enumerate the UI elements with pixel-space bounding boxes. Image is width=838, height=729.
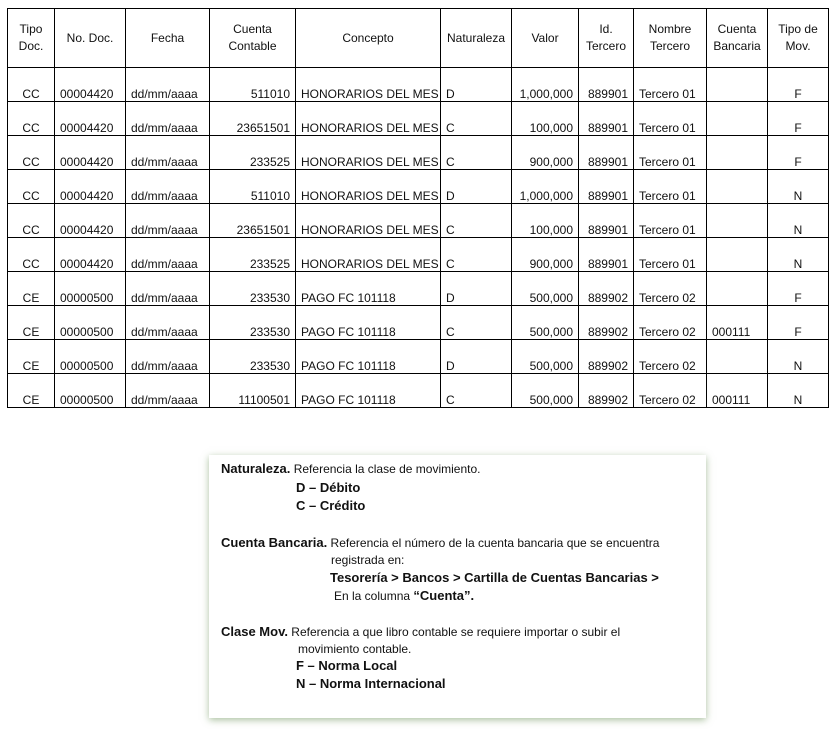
- legend-naturaleza-d: D – Débito: [296, 480, 361, 495]
- cell-valor: 500,000: [512, 306, 579, 340]
- cell-nombre-tercero: Tercero 01: [634, 238, 707, 272]
- cell-cuenta-contable: 233525: [210, 136, 296, 170]
- legend-clase-title: Clase Mov.: [221, 624, 288, 639]
- cell-id-tercero: 889901: [579, 68, 634, 102]
- cell-cuenta-bancaria: [707, 136, 768, 170]
- cell-fecha: dd/mm/aaaa: [126, 306, 210, 340]
- cell-id-tercero: 889902: [579, 374, 634, 408]
- cell-tipo-doc: CE: [8, 340, 55, 374]
- cell-no-doc: 00000500: [55, 340, 126, 374]
- cell-tipo-doc: CC: [8, 204, 55, 238]
- cell-cuenta-contable: 511010: [210, 170, 296, 204]
- table-row: [8, 340, 829, 374]
- cell-valor: 900,000: [512, 238, 579, 272]
- cell-cuenta-bancaria: 000111: [707, 306, 768, 340]
- cell-valor: 100,000: [512, 204, 579, 238]
- cell-tipo-doc: CE: [8, 374, 55, 408]
- header-tipo-doc: Tipo Doc.: [8, 9, 55, 68]
- cell-no-doc: 00004420: [55, 136, 126, 170]
- cell-tipo-doc: CE: [8, 306, 55, 340]
- cell-cuenta-bancaria: [707, 170, 768, 204]
- header-concepto: Concepto: [296, 9, 441, 68]
- cell-nombre-tercero: Tercero 02: [634, 340, 707, 374]
- cell-cuenta-contable: 511010: [210, 68, 296, 102]
- table-row: [8, 170, 829, 204]
- cell-id-tercero: 889901: [579, 204, 634, 238]
- cell-valor: 500,000: [512, 374, 579, 408]
- cell-fecha: dd/mm/aaaa: [126, 136, 210, 170]
- cell-cuenta-bancaria: [707, 68, 768, 102]
- cell-naturaleza: C: [441, 306, 512, 340]
- cell-naturaleza: D: [441, 272, 512, 306]
- cell-id-tercero: 889902: [579, 340, 634, 374]
- cell-concepto: HONORARIOS DEL MES: [296, 68, 441, 102]
- legend-naturaleza-line: [221, 461, 480, 476]
- table-header-row: [8, 9, 829, 68]
- cell-no-doc: 00004420: [55, 204, 126, 238]
- cell-valor: 1,000,000: [512, 68, 579, 102]
- cell-tipo-mov: F: [768, 102, 829, 136]
- cell-tipo-mov: N: [768, 340, 829, 374]
- cell-cuenta-contable: 23651501: [210, 204, 296, 238]
- cell-concepto: HONORARIOS DEL MES: [296, 102, 441, 136]
- cell-naturaleza: D: [441, 340, 512, 374]
- cell-naturaleza: C: [441, 102, 512, 136]
- cell-cuenta-bancaria: [707, 102, 768, 136]
- cell-fecha: dd/mm/aaaa: [126, 238, 210, 272]
- cell-naturaleza: C: [441, 238, 512, 272]
- cell-id-tercero: 889901: [579, 238, 634, 272]
- cell-concepto: HONORARIOS DEL MES: [296, 136, 441, 170]
- cell-tipo-doc: CE: [8, 272, 55, 306]
- legend-box: [209, 455, 706, 718]
- cell-cuenta-contable: 233530: [210, 272, 296, 306]
- cell-tipo-mov: F: [768, 272, 829, 306]
- cell-tipo-mov: N: [768, 204, 829, 238]
- cell-naturaleza: C: [441, 374, 512, 408]
- header-fecha: Fecha: [126, 9, 210, 68]
- cell-nombre-tercero: Tercero 01: [634, 136, 707, 170]
- table-row: [8, 102, 829, 136]
- cell-no-doc: 00004420: [55, 238, 126, 272]
- cell-naturaleza: D: [441, 170, 512, 204]
- cell-tipo-doc: CC: [8, 136, 55, 170]
- legend-cuenta-desc1: Referencia el número de la cuenta bancaria que se encuentra: [330, 536, 660, 550]
- header-nombre-tercero: Nombre Tercero: [634, 9, 707, 68]
- cell-no-doc: 00000500: [55, 272, 126, 306]
- legend-cuenta-title: Cuenta Bancaria.: [221, 535, 328, 550]
- cell-fecha: dd/mm/aaaa: [126, 272, 210, 306]
- cell-id-tercero: 889901: [579, 136, 634, 170]
- cell-tipo-mov: N: [768, 374, 829, 408]
- cell-tipo-doc: CC: [8, 170, 55, 204]
- header-valor: Valor: [512, 9, 579, 68]
- cell-tipo-doc: CC: [8, 68, 55, 102]
- cell-nombre-tercero: Tercero 02: [634, 374, 707, 408]
- cell-nombre-tercero: Tercero 01: [634, 204, 707, 238]
- cell-valor: 500,000: [512, 340, 579, 374]
- legend-clase-line: [221, 624, 620, 639]
- legend-naturaleza-desc: Referencia la clase de movimiento.: [293, 462, 481, 476]
- cell-no-doc: 00004420: [55, 102, 126, 136]
- cell-fecha: dd/mm/aaaa: [126, 374, 210, 408]
- legend-cuenta-col-name: “Cuenta”.: [413, 588, 475, 603]
- cell-cuenta-contable: 233530: [210, 306, 296, 340]
- cell-id-tercero: 889902: [579, 306, 634, 340]
- cell-concepto: PAGO FC 101118: [296, 272, 441, 306]
- cell-cuenta-bancaria: [707, 238, 768, 272]
- cell-naturaleza: D: [441, 68, 512, 102]
- cell-cuenta-bancaria: [707, 272, 768, 306]
- table-row: [8, 306, 829, 340]
- cell-nombre-tercero: Tercero 01: [634, 102, 707, 136]
- cell-nombre-tercero: Tercero 02: [634, 272, 707, 306]
- cell-id-tercero: 889901: [579, 102, 634, 136]
- legend-clase-n: N – Norma Internacional: [296, 676, 446, 691]
- legend-cuenta-line: [221, 535, 659, 550]
- cell-nombre-tercero: Tercero 01: [634, 68, 707, 102]
- cell-tipo-mov: N: [768, 170, 829, 204]
- cell-cuenta-bancaria: [707, 340, 768, 374]
- cell-tipo-doc: CC: [8, 238, 55, 272]
- cell-fecha: dd/mm/aaaa: [126, 204, 210, 238]
- cell-fecha: dd/mm/aaaa: [126, 68, 210, 102]
- table-row: [8, 238, 829, 272]
- cell-nombre-tercero: Tercero 01: [634, 170, 707, 204]
- cell-cuenta-bancaria: [707, 204, 768, 238]
- cell-cuenta-contable: 11100501: [210, 374, 296, 408]
- cell-tipo-doc: CC: [8, 102, 55, 136]
- cell-cuenta-contable: 233530: [210, 340, 296, 374]
- legend-cuenta-desc2: registrada en:: [331, 553, 405, 567]
- cell-concepto: PAGO FC 101118: [296, 374, 441, 408]
- cell-tipo-mov: N: [768, 238, 829, 272]
- cell-tipo-mov: F: [768, 136, 829, 170]
- cell-naturaleza: C: [441, 204, 512, 238]
- cell-concepto: PAGO FC 101118: [296, 306, 441, 340]
- cell-no-doc: 00000500: [55, 306, 126, 340]
- table-row: [8, 136, 829, 170]
- cell-tipo-mov: F: [768, 306, 829, 340]
- cell-fecha: dd/mm/aaaa: [126, 102, 210, 136]
- cell-concepto: HONORARIOS DEL MES: [296, 170, 441, 204]
- legend-cuenta-col-prefix: En la columna: [334, 589, 414, 603]
- table-row: [8, 204, 829, 238]
- legend-cuenta-path: Tesorería > Bancos > Cartilla de Cuentas Bancarias >: [330, 570, 659, 585]
- header-cuenta-bancaria: Cuenta Bancaria: [707, 9, 768, 68]
- header-no-doc: No. Doc.: [55, 9, 126, 68]
- cell-no-doc: 00004420: [55, 68, 126, 102]
- cell-valor: 1,000,000: [512, 170, 579, 204]
- cell-concepto: PAGO FC 101118: [296, 340, 441, 374]
- cell-valor: 500,000: [512, 272, 579, 306]
- cell-fecha: dd/mm/aaaa: [126, 170, 210, 204]
- legend-clase-f: F – Norma Local: [296, 658, 398, 673]
- cell-id-tercero: 889901: [579, 170, 634, 204]
- header-cuenta-contable: Cuenta Contable: [210, 9, 296, 68]
- cell-no-doc: 00004420: [55, 170, 126, 204]
- cell-no-doc: 00000500: [55, 374, 126, 408]
- header-id-tercero: Id. Tercero: [579, 9, 634, 68]
- header-tipo-mov: Tipo de Mov.: [768, 9, 829, 68]
- legend-naturaleza-title: Naturaleza.: [221, 461, 291, 476]
- legend-clase-desc1: Referencia a que libro contable se requiere importar o subir el: [291, 625, 621, 639]
- legend-naturaleza-c: C – Crédito: [296, 498, 366, 513]
- table-row: [8, 68, 829, 102]
- cell-concepto: HONORARIOS DEL MES: [296, 238, 441, 272]
- legend-clase-desc2: movimiento contable.: [298, 642, 412, 656]
- header-naturaleza: Naturaleza: [441, 9, 512, 68]
- cell-fecha: dd/mm/aaaa: [126, 340, 210, 374]
- cell-tipo-mov: F: [768, 68, 829, 102]
- cell-concepto: HONORARIOS DEL MES: [296, 204, 441, 238]
- cell-valor: 100,000: [512, 102, 579, 136]
- cell-nombre-tercero: Tercero 02: [634, 306, 707, 340]
- cell-cuenta-bancaria: 000111: [707, 374, 768, 408]
- cell-cuenta-contable: 233525: [210, 238, 296, 272]
- table-row: [8, 374, 829, 408]
- accounting-movements-table: [7, 8, 829, 408]
- cell-naturaleza: C: [441, 136, 512, 170]
- table-row: [8, 272, 829, 306]
- legend-cuenta-column-line: [334, 588, 474, 603]
- cell-id-tercero: 889902: [579, 272, 634, 306]
- cell-cuenta-contable: 23651501: [210, 102, 296, 136]
- cell-valor: 900,000: [512, 136, 579, 170]
